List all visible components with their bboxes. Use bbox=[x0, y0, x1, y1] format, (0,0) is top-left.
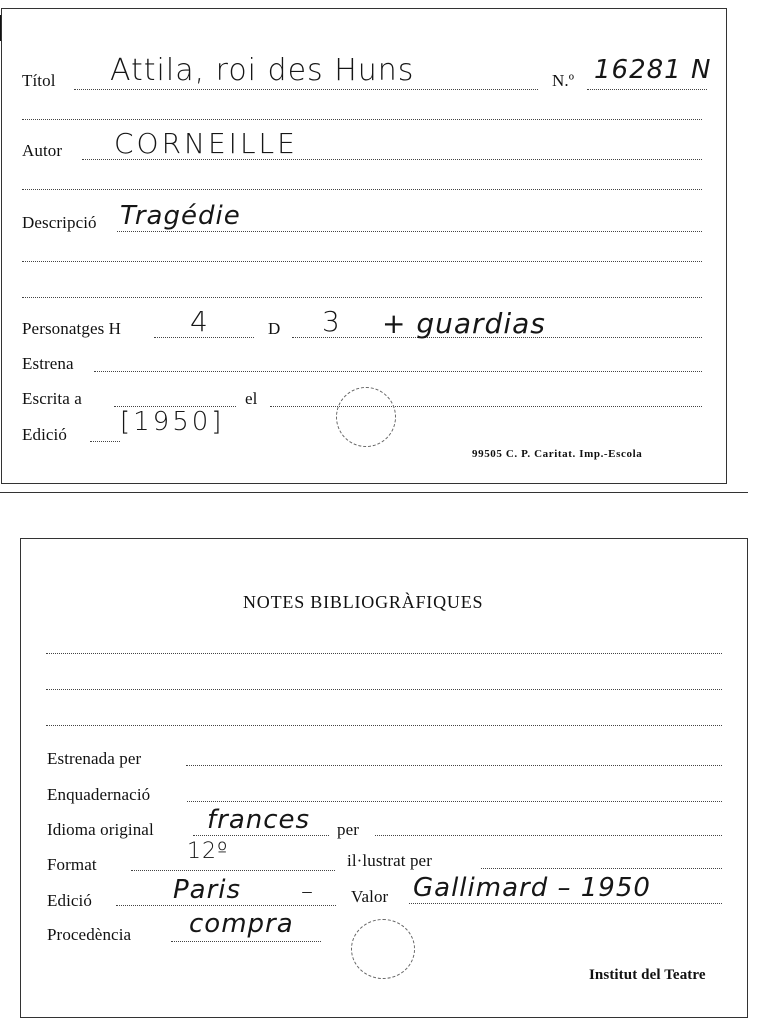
title-extra-line bbox=[22, 119, 702, 120]
provenance-line bbox=[171, 941, 321, 942]
punch-hole-stamp-back bbox=[351, 919, 415, 979]
notes-heading: NOTES BIBLIOGRÀFIQUES bbox=[243, 592, 484, 612]
value-value: Gallimard – 1950 bbox=[413, 873, 651, 903]
edition-back-label: Edició bbox=[47, 891, 92, 910]
provenance-label: Procedència bbox=[47, 925, 132, 944]
format-value: 12º bbox=[187, 839, 229, 864]
written-label: Escrita a bbox=[22, 389, 82, 408]
description-value: Tragédie bbox=[120, 201, 241, 231]
by-line bbox=[375, 835, 722, 836]
notes-line-1 bbox=[46, 653, 722, 654]
characters-extra: + guardias bbox=[382, 307, 546, 340]
description-line-2 bbox=[22, 261, 702, 262]
characters-d-value: 3 bbox=[322, 305, 341, 338]
edition-back-value: Paris bbox=[173, 875, 242, 905]
number-value: 16281 N bbox=[594, 55, 712, 85]
number-dotted-line bbox=[587, 89, 707, 90]
description-label: Descripció bbox=[22, 213, 97, 232]
title-dotted-line bbox=[74, 89, 538, 90]
premiered-by-line bbox=[186, 765, 722, 766]
institution-label: Institut del Teatre bbox=[589, 967, 706, 983]
characters-d-label: D bbox=[268, 319, 281, 338]
written-date-line bbox=[270, 406, 702, 407]
catalog-card-front bbox=[1, 8, 727, 484]
binding-label: Enquadernació bbox=[47, 785, 151, 804]
language-value: frances bbox=[207, 805, 311, 835]
illustrated-label: il·lustrat per bbox=[347, 851, 432, 870]
punch-hole-stamp bbox=[336, 387, 396, 447]
author-value: CORNEILLE bbox=[114, 127, 298, 160]
edition-value: [1950] bbox=[120, 407, 225, 437]
value-label: Valor bbox=[351, 887, 389, 906]
premiere-dotted-line bbox=[94, 371, 702, 372]
printer-line: 99505 C. P. Caritat. Imp.-Escola bbox=[472, 448, 643, 460]
description-line-3 bbox=[22, 297, 702, 298]
premiered-by-label: Estrenada per bbox=[47, 749, 142, 768]
format-line bbox=[131, 870, 335, 871]
characters-label: Personatges H bbox=[22, 319, 122, 338]
title-label: Títol bbox=[22, 71, 56, 90]
description-dotted-line bbox=[117, 231, 702, 232]
notes-line-3 bbox=[46, 725, 722, 726]
binding-line bbox=[187, 801, 722, 802]
edition-dotted-line bbox=[90, 441, 120, 442]
provenance-value: compra bbox=[189, 909, 294, 939]
edition-back-line bbox=[116, 905, 336, 906]
notes-line-2 bbox=[46, 689, 722, 690]
by-label: per bbox=[337, 820, 360, 839]
author-label: Autor bbox=[22, 141, 63, 160]
edition-label: Edició bbox=[22, 425, 67, 444]
card-separator bbox=[0, 492, 748, 493]
edition-back-dash: – bbox=[301, 877, 314, 905]
premiere-label: Estrena bbox=[22, 354, 74, 373]
catalog-card-back bbox=[20, 538, 748, 1018]
language-line bbox=[193, 835, 329, 836]
format-label: Format bbox=[47, 855, 97, 874]
author-extra-line bbox=[22, 189, 702, 190]
illustrated-line bbox=[481, 868, 722, 869]
number-label: N.º bbox=[552, 71, 575, 90]
language-label: Idioma original bbox=[47, 820, 154, 839]
characters-h-value: 4 bbox=[190, 305, 209, 338]
value-line bbox=[409, 903, 722, 904]
title-value: Attila, roi des Huns bbox=[110, 53, 415, 88]
written-on-label: el bbox=[245, 389, 258, 408]
